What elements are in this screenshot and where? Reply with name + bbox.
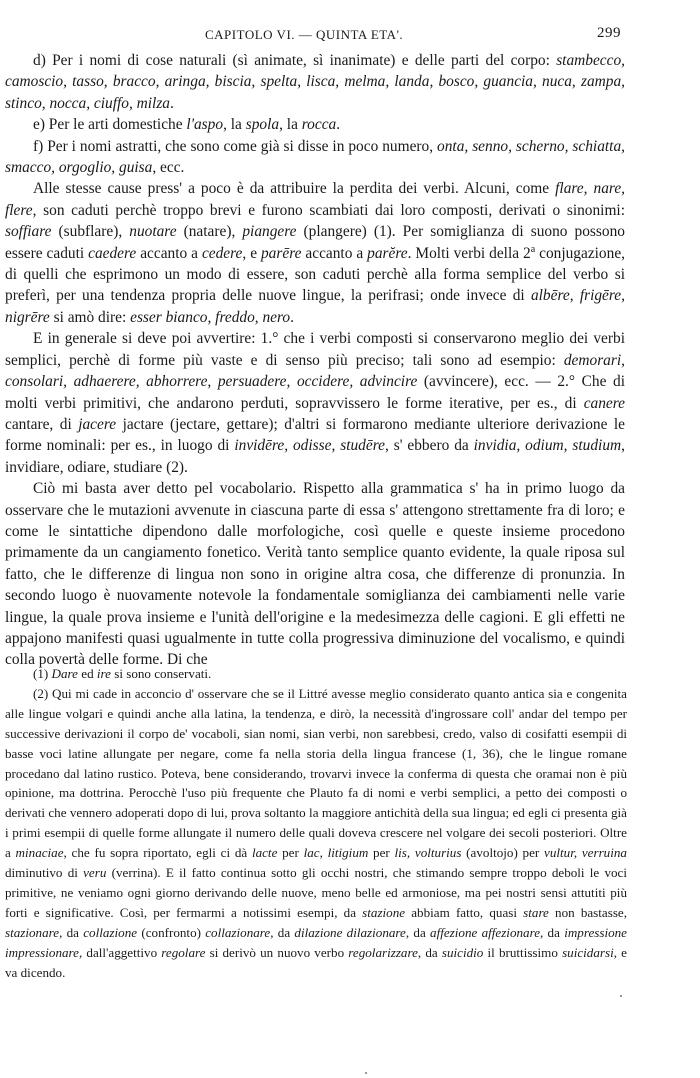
paragraph [5,478,625,671]
italic-term: minaciae [15,845,64,861]
paragraph [5,136,625,179]
italic-term: soffiare [5,223,52,241]
text-run: d) Per i nomi di cose naturali (sì animate, sì inanimate) e delle parti del corpo: [33,52,557,69]
text-run: , e [242,244,261,262]
italic-term: impressione impressionare [5,924,627,960]
text-run: (verrina). E il fatto continua sotto gli occhi nostri, che stimando sempre troppo deboli le voci primitive, ne veniamo ogni giorno derivando delle nuove, meno belle ed armoniose, ma pei nostri sensi attutiti più forti e significative. Così, per fermarmi a notissimi esempi, da [5,865,628,920]
italic-term: l'aspo [186,116,224,134]
text-run: per [277,845,304,861]
running-title: CAPITOLO VI. — QUINTA ETA'. [205,27,404,42]
text-run: (subflare), [51,223,130,241]
footnote [5,684,627,983]
text-run: (avoltojo) per [461,845,545,861]
text-run: ed [77,666,97,681]
page-speck [620,995,622,997]
italic-term: spola [245,116,280,134]
italic-term: parĕre [367,244,408,262]
italic-term: jacere [78,415,117,433]
text-run: , invidiare, odiare, studiare (2). [5,437,625,476]
italic-term: piangere [242,223,297,241]
text-run: , la [223,116,246,134]
italic-term: lacte [251,845,278,861]
italic-term: invidēre, odisse, studēre [234,437,385,455]
text-run: si derivò un nuovo verbo [205,944,349,960]
text-run: jactare (jectare, gettare); d'altri si formarono mediante ulteriore derivazione le forme nominali: per es., in luogo di [5,415,625,455]
text-run: (avvincere), ecc. — 2.° Che di molti verbi primitivi, che andarono perduti, sopravvissero le forme iterative, per es., di [5,373,625,412]
italic-term: esser bianco, freddo, nero [130,308,291,326]
text-run: , son caduti perchè troppo brevi e furono scambiati dai loro composti, derivati o sinonimi: [32,201,625,219]
text-run: , che fu sopra riportato, egli ci dà [63,845,252,861]
italic-term: regolarizzare [348,944,418,960]
paragraph [5,50,625,114]
italic-term: albēre, frigēre, nigrēre [5,287,625,326]
text-run: . [336,116,341,134]
text-run: Ciò mi basta aver detto pel vocabolario. Rispetto alla grammatica s' ha in primo luogo da osservare che le mutazioni avvenute in ciascuna parte di essa s' attengono strettamente fra di loro; e come le sintattiche dipendono dalle morfologiche, così quelle e queste insieme procedono primamente da un cangiamento fonetico. Verità tanto semplice quanto evidente, la quale riposa sul fatto, che le differenze di lingua non sono in origine altra cosa, che differenze di pronunzia. In secondo luogo è nuovamente notevole la fondamentale somiglianza dei cambiamenti nelle varie lingue, la quale prova insieme e l'unità dell'origine e la medesimezza delle cagioni. E gli effetti ne appajono manifesti quasi ugualmente in tutte colla progressiva diminuzione del vocalismo, e quindi colla povertà delle forme. Di che [5,480,625,669]
text-run: . [290,308,294,326]
text-run: (plangere) (1). Per somiglianza di suono possono essere caduti [5,223,625,262]
italic-term: nuotare [129,223,177,241]
footnote [5,664,627,684]
text-run: , s' ebbero da [384,437,474,455]
main-text [5,50,625,671]
text-run: per [368,845,395,861]
text-run: conjugazione, di quelli che esprimono un modo di essere, son caduti perchè alla forma semplice del verbo si preferì, per una tendenza propria delle nuove lingue, la perifrasi; onde invece di [5,244,626,305]
italic-term: stambecco, camoscio, tasso, bracco, aringa, biscia, spelta, lisca, melma, landa, bosco, guancia, nuca, zampa, stinco, nocca, ciuffo, milza [5,52,625,112]
italic-term: stazionare [5,924,60,940]
text-run: Alle stesse cause press' a poco è da attribuire la perdita dei verbi. Alcuni, come [33,180,556,198]
text-run: abbiam fatto, quasi [405,904,524,920]
italic-term: collazionare [205,924,271,940]
text-run: , la [279,116,302,134]
text-run: , da [417,944,442,960]
italic-term: vultur, verruina [544,845,627,861]
paragraph [5,114,625,135]
text-run: , ecc. [152,159,185,177]
text-run: . [170,94,174,112]
page-number: 299 [597,25,621,41]
italic-term: parēre [260,244,302,262]
italic-term: regolare [161,944,206,960]
text-run: , da [59,924,84,940]
italic-term: stazione [362,904,406,920]
text-run: il bruttissimo [483,944,563,960]
paragraph [5,328,625,478]
italic-term: lac, litigium [303,845,369,861]
text-run: , da [405,924,431,940]
text-run: E in generale si deve poi avvertire: 1.° che i verbi composti si conservarono meglio dei verbi semplici, perchè di forme più vaste e di senso più preciso; tali sono ad esempio: [5,330,625,369]
text-run: e) Per le arti domestiche [33,116,187,134]
text-run: (2) Qui mi cade in acconcio d' osservare che se il Littré avesse meglio considerato quanto antica sia e congenita alle lingue volgari e quindi anche alla latina, la tendenza, e dirò, la necessità d'ingrossare coll' andar del tempo per successive derivazioni il corpo de' vocaboli, sian nomi, sian verbi, non sarebbesi, credo, valso di cosifatti esempii di basse voci latine allungate per negare, come fa nella storia della lingua francese (1, 36), che le lingue romane procedano dal latino rustico. Poteva, bene considerando, trovarvi invece la conferma di questa che oramai non è più opinione, ma dottrina. Perocchè l'uso più frequente che Plauto fa di nomi e verbi semplici, a petto dei composti o derivati che vennero adoperati dopo di lui, prova soltanto la maggiore antichità della sua lingua; ed egli ci presenta già i primi esempii di quelle forme allungate il numero delle quali doveva crescere nel volgare dei secoli posteriori. Oltre a [5,685,627,861]
text-run: diminutivo di [5,865,84,881]
italic-term: demorari, consolari, adhaerere, abhorrere, persuadere, occidere, advincire [5,351,625,391]
text-run: non bastasse, [548,904,628,920]
footnotes [5,664,627,983]
text-run: cantare, di [5,415,79,433]
text-run: si amò dire: [49,308,131,326]
italic-term: canere [583,394,625,412]
italic-term: Dare [51,666,78,681]
text-run: , da [540,924,565,940]
text-run: . Molti verbi della 2 [407,244,531,262]
page-speck [365,1072,367,1074]
italic-term: collazione [83,924,138,940]
italic-term: suicidarsi [562,944,614,960]
italic-term: dilazione dilazionare [294,924,406,940]
italic-term: flare, nare, flere [5,180,625,219]
paragraph [5,178,625,328]
italic-term: veru [83,865,107,881]
text-run: si sono conservati. [110,666,212,681]
italic-term: lis, volturius [394,845,462,861]
italic-term: invidia, odium, studium [473,437,622,455]
text-run: accanto a [136,244,202,262]
italic-term: caedere [88,244,137,262]
text-run: (1) [33,666,52,681]
text-run: , da [270,924,295,940]
italic-term: suicidio [441,944,484,960]
superscript: a [530,243,536,255]
text-run: f) Per i nomi astratti, che sono come già si disse in poco numero, [33,137,438,155]
text-run: (natare), [176,223,243,241]
text-run: accanto a [301,244,368,262]
text-run: , e va dicendo. [5,944,627,980]
italic-term: cedere [201,244,243,262]
text-run: , dall'aggettivo [78,944,162,960]
italic-term: rocca [301,116,337,134]
italic-term: onta, senno, scherno, schiatta, smacco, orgoglio, guisa [5,137,625,177]
italic-term: stare [523,904,549,920]
text-run: (confronto) [137,924,206,940]
italic-term: ire [96,666,111,681]
italic-term: affezione affezionare [430,924,541,940]
